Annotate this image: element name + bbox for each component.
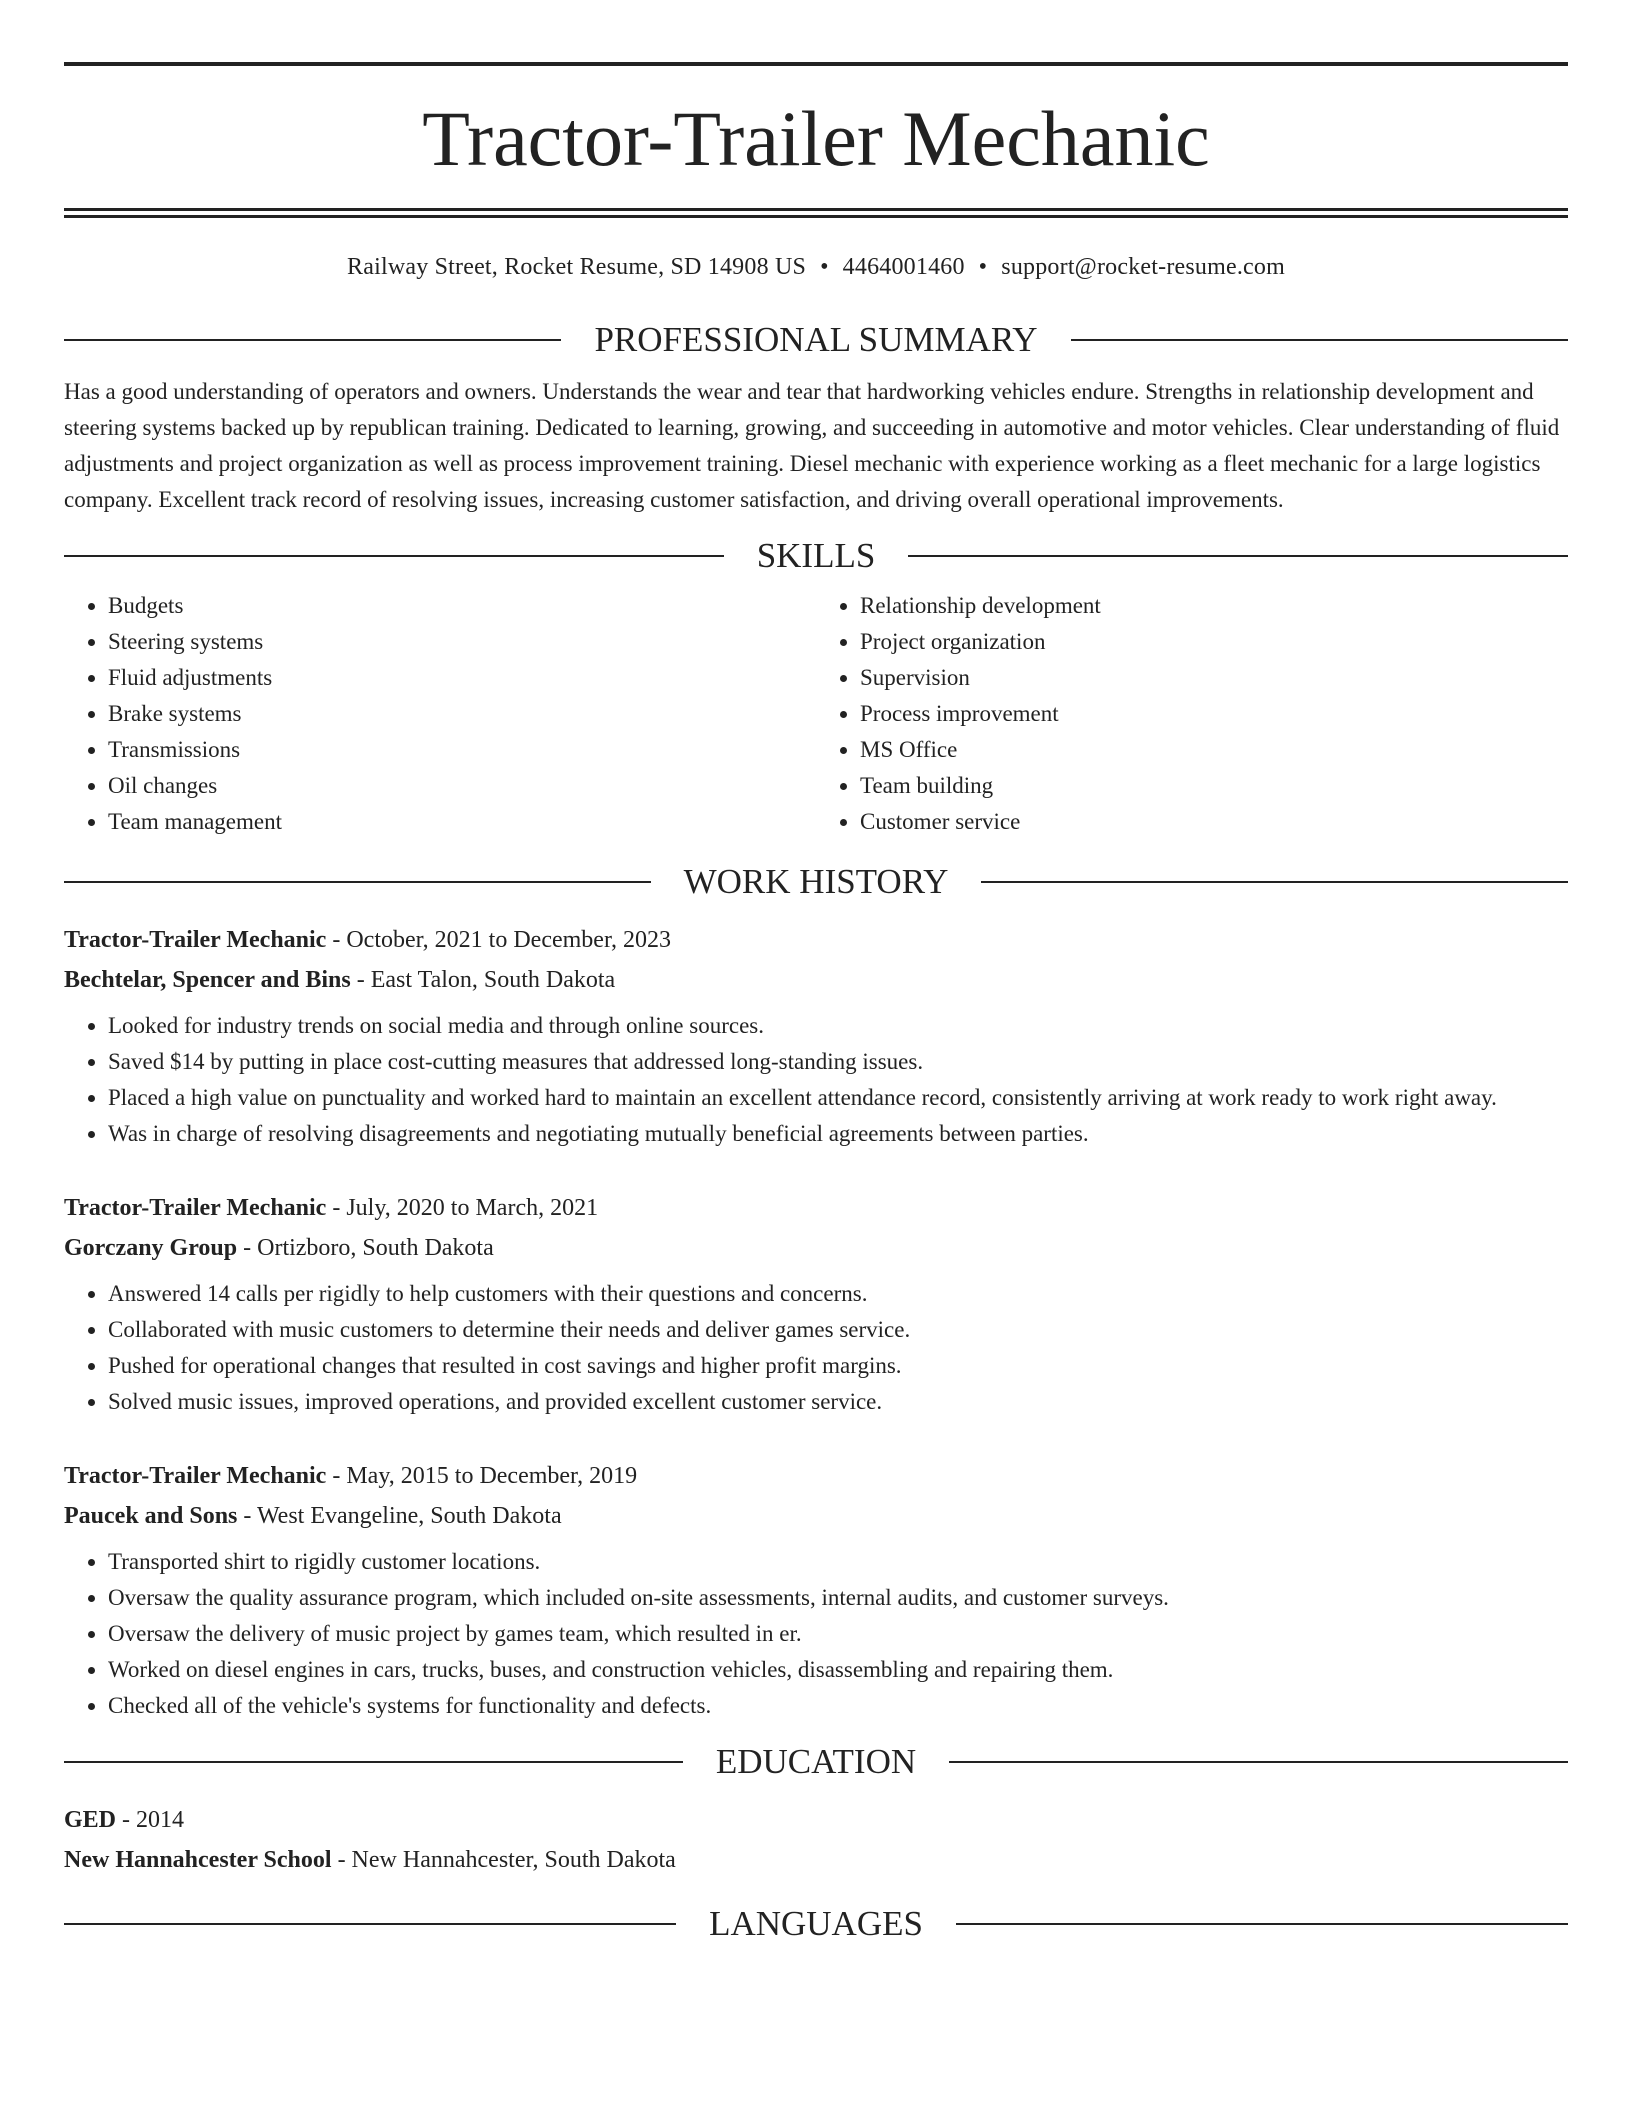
section-title: PROFESSIONAL SUMMARY [594, 320, 1038, 359]
section-heading-education [64, 1742, 1568, 1782]
job-bullet: • Looked for industry trends on social media and through online sources. [108, 1008, 1568, 1044]
job-bullet: • Was in charge of resolving disagreements and negotiating mutually beneficial agreements between parties. [108, 1116, 1568, 1152]
job-location: - West Evangeline, South Dakota [237, 1503, 562, 1529]
resume-title: Tractor-Trailer Mechanic [422, 95, 1210, 182]
job-title: Tractor-Trailer Mechanic [64, 1463, 327, 1489]
heading-rule [64, 555, 724, 557]
job-bullet: • Solved music issues, improved operations, and provided excellent customer service. [108, 1384, 1568, 1420]
job-company-line [64, 1496, 1568, 1536]
section-title: EDUCATION [715, 1742, 917, 1781]
job-entry [64, 1456, 1568, 1724]
job-bullet: • Placed a high value on punctuality and worked hard to maintain an excellent attendance record, consistently arriving at work ready to work right away. [108, 1080, 1568, 1116]
resume-page [64, 0, 1568, 1944]
section-title: LANGUAGES [709, 1904, 923, 1943]
contact-address: Railway Street, Rocket Resume, SD 14908 US [347, 254, 807, 280]
job-dates: - October, 2021 to December, 2023 [326, 927, 671, 953]
skill-item: • Brake systems [108, 696, 816, 732]
skill-item: • Fluid adjustments [108, 660, 816, 696]
job-title: Tractor-Trailer Mechanic [64, 1195, 327, 1221]
heading-rule [64, 881, 651, 883]
job-title-line [64, 920, 1568, 960]
heading-rule [64, 339, 561, 341]
education-school: New Hannahcester School [64, 1847, 332, 1873]
education-school-line [64, 1840, 1568, 1880]
education-year: - 2014 [116, 1807, 185, 1833]
skill-item: • Supervision [860, 660, 1568, 696]
heading-rule [949, 1761, 1568, 1763]
skills-column-left [64, 588, 816, 840]
contact-phone[interactable]: 4464001460 [842, 254, 965, 280]
skill-item: • Team management [108, 804, 816, 840]
section-heading-summary [64, 320, 1568, 360]
heading-rule [981, 881, 1568, 883]
summary-paragraph: Has a good understanding of operators and owners. Understands the wear and tear that hardworking vehicles endure. Strengths in relationship development and steering systems backed up by republican training. Dedicated to learning, growing, and succeeding in automotive and motor vehicles. Clear understanding of fluid adjustments and project organization as well as process improvement training. Diesel mechanic with experience working as a fleet mechanic for a large logistics company. Excellent track record of resolving issues, increasing customer satisfaction, and driving overall operational improvements. [64, 379, 1560, 512]
job-bullet: • Pushed for operational changes that resulted in cost savings and higher profit margins. [108, 1348, 1568, 1384]
job-company: Gorczany Group [64, 1235, 238, 1261]
skill-item: • Transmissions [108, 732, 816, 768]
job-bullet: • Oversaw the quality assurance program, which included on-site assessments, internal audits, and customer surveys. [108, 1580, 1568, 1616]
job-entry [64, 1188, 1568, 1420]
heading-rule [64, 1761, 683, 1763]
heading-rule [1071, 339, 1568, 341]
contact-separator: • [978, 254, 988, 280]
skills-list [64, 588, 1568, 840]
section-title: SKILLS [756, 536, 876, 575]
heading-rule [908, 555, 1568, 557]
job-bullet: • Checked all of the vehicle's systems for functionality and defects. [108, 1688, 1568, 1724]
job-bullets [64, 1276, 1568, 1420]
skill-item: • Steering systems [108, 624, 816, 660]
skill-item: • Customer service [860, 804, 1568, 840]
education-entry [64, 1800, 1568, 1880]
skills-column-right [816, 588, 1568, 840]
job-company-line [64, 960, 1568, 1000]
education-degree: GED [64, 1807, 117, 1833]
skill-item: • Team building [860, 768, 1568, 804]
job-company-line [64, 1228, 1568, 1268]
job-location: - Ortizboro, South Dakota [237, 1235, 494, 1261]
job-bullet: • Transported shirt to rigidly customer locations. [108, 1544, 1568, 1580]
skill-item: • Relationship development [860, 588, 1568, 624]
skill-item: • Oil changes [108, 768, 816, 804]
heading-rule [64, 1923, 676, 1925]
contact-line [64, 252, 1568, 282]
job-location: - East Talon, South Dakota [350, 967, 616, 993]
job-bullets [64, 1008, 1568, 1152]
job-bullet: • Oversaw the delivery of music project by games team, which resulted in er. [108, 1616, 1568, 1652]
job-bullet: • Saved $14 by putting in place cost-cutting measures that addressed long-standing issues. [108, 1044, 1568, 1080]
job-title-line [64, 1456, 1568, 1496]
section-title: WORK HISTORY [683, 862, 949, 901]
job-dates: - July, 2020 to March, 2021 [326, 1195, 599, 1221]
job-company: Bechtelar, Spencer and Bins [64, 967, 351, 993]
skill-item: • Process improvement [860, 696, 1568, 732]
education-degree-line [64, 1800, 1568, 1840]
job-bullet: • Answered 14 calls per rigidly to help customers with their questions and concerns. [108, 1276, 1568, 1312]
heading-rule [956, 1923, 1568, 1925]
title-double-rule [64, 208, 1568, 218]
section-heading-work-history [64, 862, 1568, 902]
contact-email[interactable]: support@rocket-resume.com [1001, 254, 1285, 280]
section-heading-languages [64, 1904, 1568, 1944]
job-bullet: • Worked on diesel engines in cars, trucks, buses, and construction vehicles, disassembling and repairing them. [108, 1652, 1568, 1688]
contact-separator: • [820, 254, 829, 280]
job-company: Paucek and Sons [64, 1503, 238, 1529]
job-entry [64, 920, 1568, 1152]
job-dates: - May, 2015 to December, 2019 [326, 1463, 638, 1489]
skill-item: • Budgets [108, 588, 816, 624]
section-heading-skills [64, 536, 1568, 576]
skill-item: • Project organization [860, 624, 1568, 660]
job-bullets [64, 1544, 1568, 1724]
skill-item: • MS Office [860, 732, 1568, 768]
education-location: - New Hannahcester, South Dakota [331, 1847, 676, 1873]
job-bullet: • Collaborated with music customers to determine their needs and deliver games service. [108, 1312, 1568, 1348]
job-title-line [64, 1188, 1568, 1228]
job-title: Tractor-Trailer Mechanic [64, 927, 327, 953]
